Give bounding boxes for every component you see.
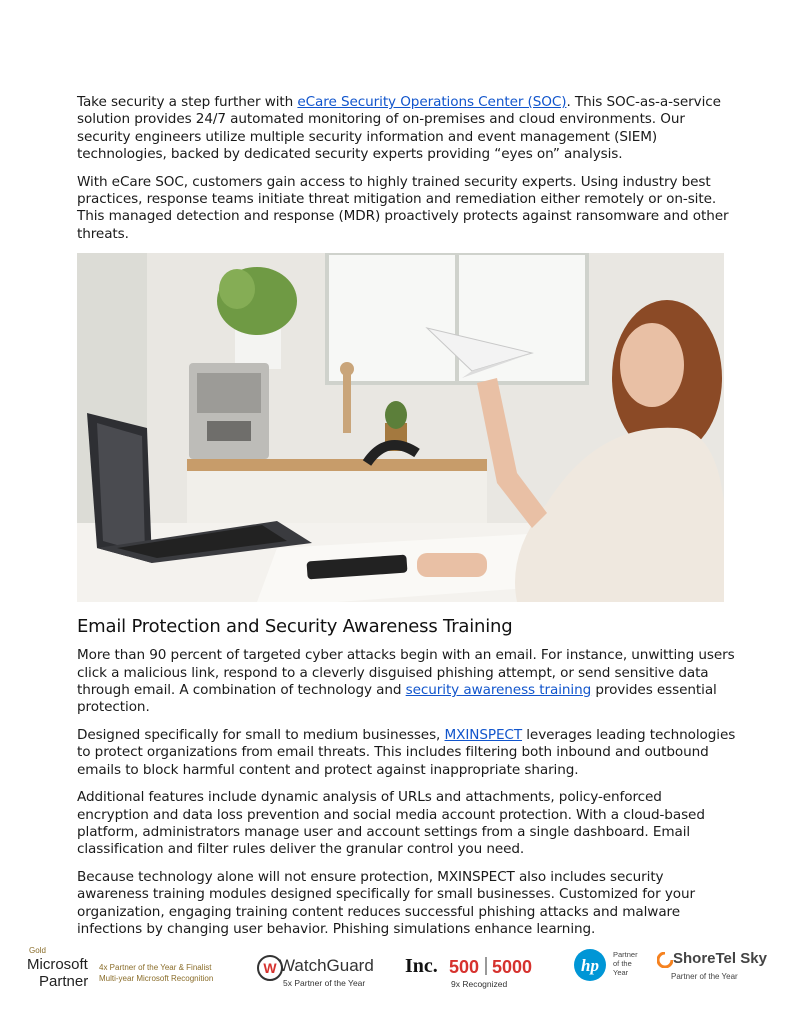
section-paragraph-4: Because technology alone will not ensure protection, MXINSPECT also includes security awareness training modules designed specifically for small businesses. Customized for your organization, engaging training content reduces successful phishing attacks and malware infections by changing user behavior. Phishing simulations enhance learning. bbox=[77, 868, 696, 937]
microsoft-partner-logo bbox=[27, 945, 237, 993]
shoretel-caption: Partner of the Year bbox=[671, 972, 738, 981]
section-paragraph-2 bbox=[77, 727, 737, 779]
svg-text:hp: hp bbox=[581, 956, 599, 975]
text: Designed specifically for small to medium businesses, bbox=[77, 726, 445, 743]
mxinspect-link[interactable]: MXINSPECT bbox=[444, 726, 523, 743]
ecare-soc-link[interactable]: eCare Security Operations Center (SOC) bbox=[297, 94, 567, 110]
text: provides essential protection. bbox=[77, 682, 717, 716]
inc-name: Inc. bbox=[405, 955, 438, 977]
section-paragraph-1 bbox=[77, 647, 737, 717]
hp-caption-1: Partner bbox=[613, 950, 638, 959]
ms-caption-1: 4x Partner of the Year & Finalist bbox=[99, 963, 212, 972]
ms-line1: Microsoft bbox=[27, 956, 88, 973]
text: . This SOC-as-a-service solution provides 24/7 automated monitoring of on-premises and cloud environments. Our security engineers utilize multiple security information and event management (SIEM) technologies, backed by dedicated security experts providing “eyes on” analysis. bbox=[77, 94, 721, 163]
document-body bbox=[77, 94, 737, 948]
intro-paragraph-1 bbox=[77, 94, 737, 164]
inc-5000-logo bbox=[405, 955, 545, 993]
section-paragraph-3: Additional features include dynamic analysis of URLs and attachments, policy-enforced encryption and data loss prevention and social media account protection. With a cloud-based platform, administrators manage user and account settings from a single dashboard. Email classification and filter rules deliver the granular control you need. bbox=[77, 789, 705, 858]
svg-text:W: W bbox=[263, 960, 277, 976]
section-heading: Email Protection and Security Awareness Training bbox=[77, 616, 513, 638]
ms-line2: Partner bbox=[39, 973, 89, 990]
security-awareness-training-link[interactable]: security awareness training bbox=[405, 682, 592, 699]
inc-caption: 9x Recognized bbox=[451, 979, 508, 989]
shoretel-sky-logo bbox=[657, 950, 767, 990]
intro-paragraph-2: With eCare SOC, customers gain access to highly trained security experts. Using industry best practices, response teams initiate threat mitigation and remediation either remotely or on-site. This managed detection and response (MDR) proactively protects against ransomware and other threats. bbox=[77, 173, 729, 242]
ms-caption-2: Multi-year Microsoft Recognition bbox=[99, 974, 214, 983]
text: More than 90 percent of targeted cyber attacks begin with an email. For instance, unwitting users click a malicious link, respond to a cleverly disguised phishing attempt, or send sensitive data through email. A combination of technology and bbox=[77, 647, 735, 699]
text: leverages leading technologies to protect organizations from email threats. This includes filtering both inbound and outbound emails to block harmful content and protect against inappropriate sharing. bbox=[77, 726, 736, 778]
office-photo bbox=[77, 253, 724, 602]
ms-tier: Gold bbox=[29, 946, 46, 955]
partner-logos-footer bbox=[27, 945, 767, 993]
hp-caption-2: of the bbox=[613, 959, 632, 968]
shoretel-swirl-icon bbox=[657, 952, 673, 968]
hp-circle-icon bbox=[573, 948, 607, 982]
watchguard-name: WatchGuard bbox=[279, 956, 374, 975]
text: Take security a step further with bbox=[77, 94, 298, 110]
inc-500: 500 bbox=[449, 957, 480, 977]
watchguard-logo bbox=[257, 951, 377, 993]
watchguard-caption: 5x Partner of the Year bbox=[283, 978, 366, 988]
inc-divider bbox=[485, 957, 487, 975]
shoretel-name: ShoreTel Sky bbox=[673, 950, 767, 967]
hp-caption-3: Year bbox=[613, 968, 629, 977]
hp-logo bbox=[573, 948, 653, 988]
inc-5000: 5000 bbox=[492, 957, 533, 977]
